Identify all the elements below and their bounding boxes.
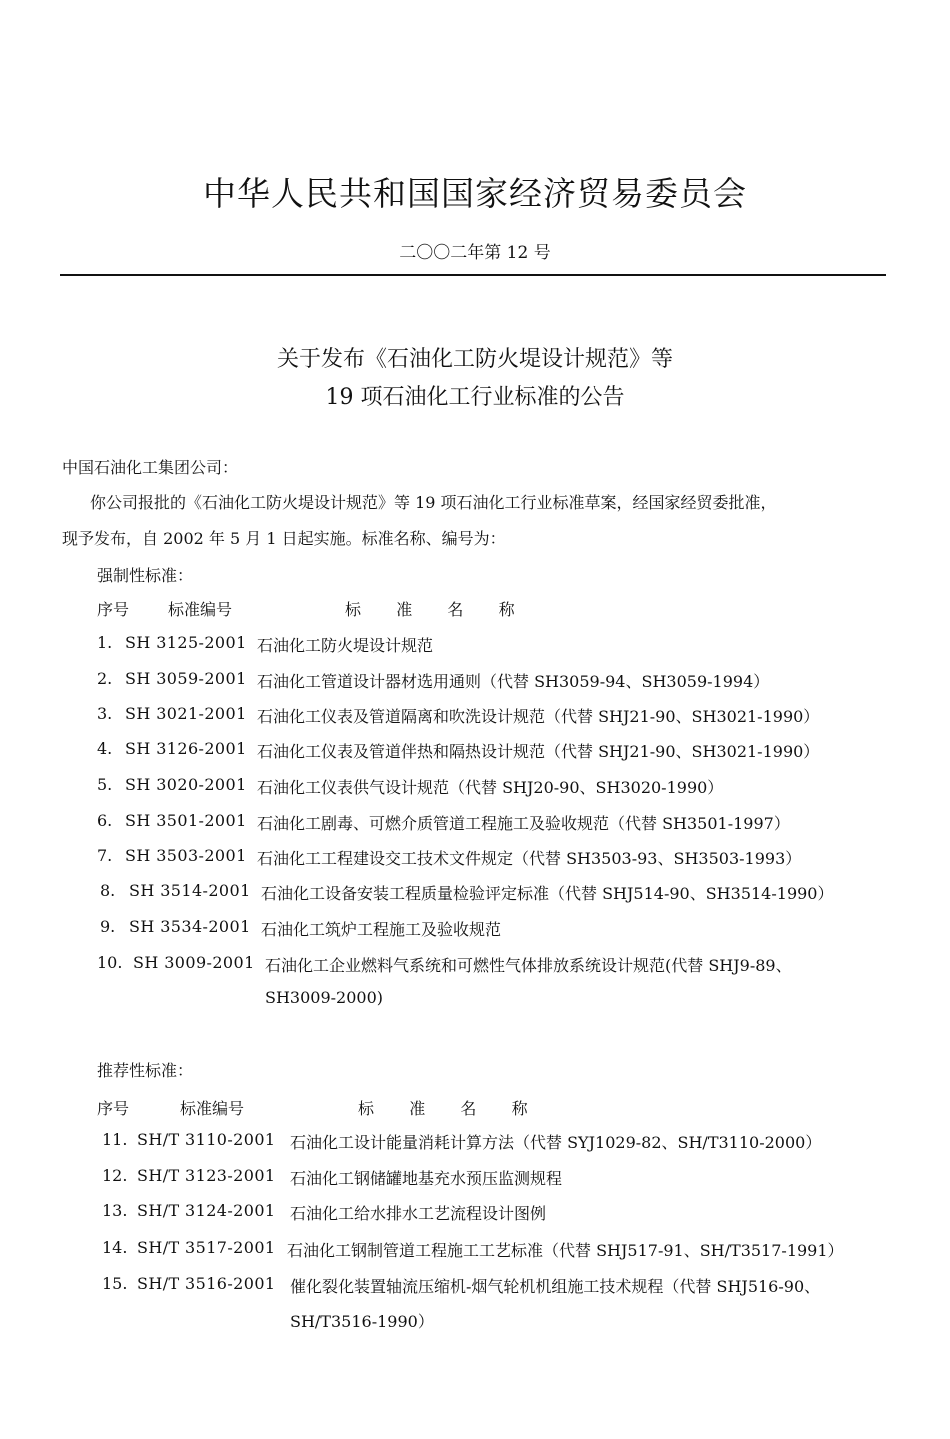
- standard-name: 石油化工钢制管道工程施工工艺标准（代替 SHJ517-91、SH/T3517-1991）: [287, 1241, 844, 1260]
- header-divider: [60, 274, 886, 276]
- standard-name: 石油化工剧毒、可燃介质管道工程施工及验收规范（代替 SH3501-1997）: [257, 814, 790, 833]
- standard-code: SH 3125-2001: [125, 633, 247, 652]
- standard-code: SH 3126-2001: [125, 739, 247, 758]
- standard-code: SH 3020-2001: [125, 775, 247, 794]
- recommended-header-code: 标准编号: [180, 1099, 245, 1118]
- standard-code: SH/T 3516-2001: [137, 1274, 276, 1293]
- recommended-section-label: 推荐性标准：: [97, 1061, 194, 1080]
- standard-name: 石油化工仪表及管道隔离和吹洗设计规范（代替 SHJ21-90、SH3021-1990）: [257, 707, 820, 726]
- standard-code: SH/T 3517-2001: [137, 1238, 276, 1257]
- row-number: 10.: [97, 953, 123, 972]
- body-paragraph-line-2: 现予发布，自 2002 年 5 月 1 日起实施。标准名称、编号为：: [62, 529, 506, 548]
- standard-code: SH 3009-2001: [133, 953, 255, 972]
- row-number: 15.: [102, 1274, 128, 1293]
- standard-code: SH/T 3110-2001: [137, 1130, 276, 1149]
- mandatory-header-no: 序号: [97, 600, 130, 619]
- standard-code: SH 3514-2001: [129, 881, 251, 900]
- mandatory-header-code: 标准编号: [168, 600, 233, 619]
- standard-code: SH/T 3123-2001: [137, 1166, 276, 1185]
- standard-name: 石油化工仪表供气设计规范（代替 SHJ20-90、SH3020-1990）: [257, 778, 724, 797]
- standard-name: 石油化工设备安装工程质量检验评定标准（代替 SHJ514-90、SH3514-1990）: [261, 884, 834, 903]
- standard-name: 石油化工仪表及管道伴热和隔热设计规范（代替 SHJ21-90、SH3021-1990）: [257, 742, 820, 761]
- standard-name-continuation: SH/T3516-1990）: [290, 1312, 434, 1331]
- row-number: 12.: [102, 1166, 128, 1185]
- mandatory-header-name: 标准名称: [345, 600, 550, 619]
- recommended-header-no: 序号: [97, 1099, 130, 1118]
- row-number: 11.: [102, 1130, 128, 1149]
- row-number: 9.: [100, 917, 116, 936]
- row-number: 3.: [97, 704, 113, 723]
- row-number: 2.: [97, 669, 113, 688]
- standard-name: 石油化工企业燃料气系统和可燃性气体排放系统设计规范(代替 SHJ9-89、: [265, 956, 792, 975]
- standard-name: 催化裂化装置轴流压缩机-烟气轮机机组施工技术规程（代替 SHJ516-90、: [290, 1277, 821, 1296]
- standard-name: 石油化工管道设计器材选用通则（代替 SH3059-94、SH3059-1994）: [257, 672, 770, 691]
- mandatory-section-label: 强制性标准：: [97, 566, 194, 585]
- standard-code: SH 3503-2001: [125, 846, 247, 865]
- row-number: 14.: [102, 1238, 128, 1257]
- standard-code: SH 3501-2001: [125, 811, 247, 830]
- issuing-authority-title: 中华人民共和国国家经济贸易委员会: [203, 174, 747, 213]
- standard-code: SH 3059-2001: [125, 669, 247, 688]
- row-number: 4.: [97, 739, 113, 758]
- standard-name: 石油化工防火堤设计规范: [257, 636, 434, 655]
- row-number: 1.: [97, 633, 113, 652]
- row-number: 8.: [100, 881, 116, 900]
- body-paragraph-line-1: 你公司报批的《石油化工防火堤设计规范》等 19 项石油化工行业标准草案，经国家经贸委批准，: [90, 493, 777, 512]
- row-number: 13.: [102, 1201, 128, 1220]
- standard-name: 石油化工钢储罐地基充水预压监测规程: [290, 1169, 563, 1188]
- recommended-header-name: 标准名称: [358, 1099, 563, 1118]
- standard-name: 石油化工工程建设交工技术文件规定（代替 SH3503-93、SH3503-1993）: [257, 849, 802, 868]
- standard-name-continuation: SH3009-2000): [265, 988, 383, 1007]
- standard-code: SH/T 3124-2001: [137, 1201, 276, 1220]
- row-number: 6.: [97, 811, 113, 830]
- notice-title-line-1: 关于发布《石油化工防火堤设计规范》等: [276, 347, 673, 372]
- document-number: 二〇〇二年第 12 号: [399, 243, 551, 263]
- row-number: 5.: [97, 775, 113, 794]
- addressee: 中国石油化工集团公司：: [62, 458, 239, 477]
- standard-code: SH 3534-2001: [129, 917, 251, 936]
- standard-name: 石油化工设计能量消耗计算方法（代替 SYJ1029-82、SH/T3110-2000）: [290, 1133, 822, 1152]
- standard-code: SH 3021-2001: [125, 704, 247, 723]
- standard-name: 石油化工给水排水工艺流程设计图例: [290, 1204, 547, 1223]
- standard-name: 石油化工筑炉工程施工及验收规范: [261, 920, 502, 939]
- row-number: 7.: [97, 846, 113, 865]
- notice-title-line-2: 19 项石油化工行业标准的公告: [325, 385, 625, 410]
